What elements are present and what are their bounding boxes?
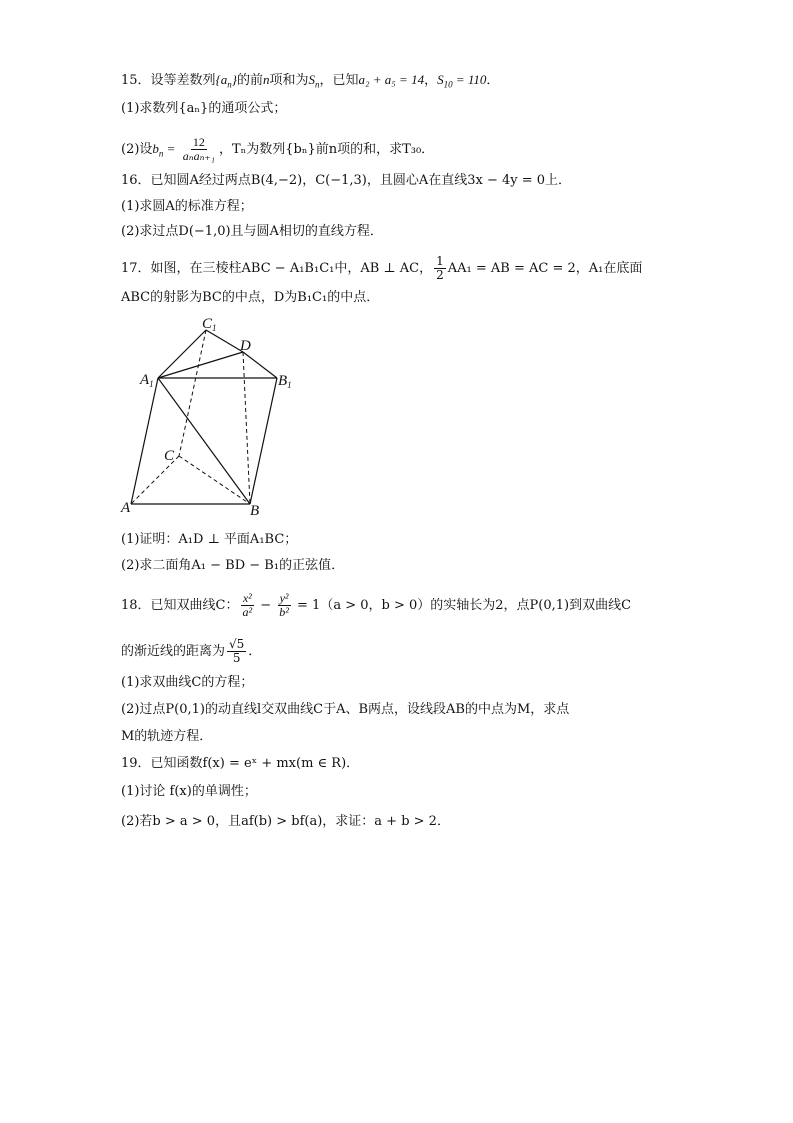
- p15-text-4: ，已知: [319, 73, 359, 88]
- problem-16-q1: (1)求圆A的标准方程；: [121, 199, 253, 214]
- p15-q2-eq: =: [163, 141, 179, 156]
- p15-seq: {a: [215, 72, 228, 87]
- p18-frac-x: [241, 592, 255, 619]
- p18-stem-b: = 1（a > 0，b > 0）的实轴长为2，点P(0,1)到双曲线C: [292, 598, 632, 613]
- p15-S: S: [308, 72, 315, 87]
- p15-end: ．: [486, 73, 500, 88]
- edge-A1B: [158, 378, 250, 504]
- problem-16-stem: 16．已知圆A经过两点B(4,−2)，C(−1,3)，且圆心A在直线3x − 4y = 0上．: [121, 173, 572, 188]
- p17-half-fraction: [434, 255, 446, 282]
- edge-AA1: [131, 378, 158, 504]
- problem-15-stem: [121, 71, 499, 90]
- problem-19-q2: (2)若b > a > 0，且af(b) > bf(a)，求证：a + b > 2．: [121, 814, 450, 829]
- problem-17-q1: (1)证明：A₁D ⊥ 平面A₁BC；: [121, 532, 298, 547]
- p15-S-sub: n: [314, 79, 320, 90]
- edge-BB1: [250, 378, 277, 504]
- problem-19-q1: (1)讨论 f(x)的单调性；: [121, 784, 257, 799]
- p15-cond2-S: S: [437, 72, 444, 87]
- label-A: A: [121, 500, 131, 516]
- problem-18-stem: [121, 592, 631, 619]
- problem-18-q2-line2: M的轨迹方程．: [121, 729, 213, 744]
- label-C: C: [164, 448, 175, 464]
- p18-frac1-bot: a²: [242, 605, 253, 619]
- p18-stem2-b: ．: [248, 644, 262, 659]
- problem-15-q1: (1)求数列{aₙ}的通项公式；: [121, 101, 287, 116]
- edge-DB1: [243, 352, 277, 378]
- p17-frac-bot: 2: [436, 268, 444, 282]
- p15-text-2: 的前: [236, 73, 263, 88]
- p15-cond2-sub: 10: [443, 79, 453, 90]
- p18-frac2-bot: b²: [279, 605, 289, 619]
- p18-minus: −: [256, 598, 276, 613]
- problem-17-stem-line2: ABC的射影为BC的中点，D为B₁C₁的中点．: [121, 290, 380, 305]
- p18-frac3-bot: 5: [232, 651, 241, 665]
- edge-CC1-hidden: [179, 330, 206, 456]
- p15-text-1: 15．设等差数列: [121, 73, 216, 88]
- problem-18-q2: (2)过点P(0,1)的动直线l交双曲线C于A、B两点，设线段AB的中点为M，求点: [121, 702, 570, 717]
- label-A1: $A_1$: [140, 372, 154, 389]
- p15-q2-frac-bot: aₙaₙ₊₁: [182, 149, 215, 163]
- p17-frac-top: 1: [436, 254, 444, 268]
- problem-18-stem-line2: [121, 638, 261, 665]
- p15-seq-close: }: [231, 72, 237, 87]
- edge-C1D: [206, 330, 243, 352]
- p18-stem2-a: 的渐近线的距离为: [121, 644, 226, 659]
- edge-BD-hidden: [243, 352, 250, 504]
- p15-q2-prefix: (2)设: [121, 142, 153, 157]
- p17-stem-a: 17．如图，在三棱柱ABC − A₁B₁C₁中，AB ⊥ AC，: [121, 261, 433, 276]
- label-D: D: [240, 338, 251, 354]
- p15-cond2-rest: = 110: [452, 72, 487, 87]
- problem-16-q2: (2)求过点D(−1,0)且与圆A相切的直线方程．: [121, 224, 383, 239]
- p15-q2-rest: ，Tₙ为数列{bₙ}前n项的和，求T₃₀．: [218, 142, 435, 157]
- prism-figure: [118, 312, 292, 522]
- label-B1: $B_1$: [278, 373, 292, 390]
- p17-stem-b: AA₁ = AB = AC = 2，A₁在底面: [447, 261, 643, 276]
- problem-18-q1: (1)求双曲线C的方程；: [121, 675, 254, 690]
- p15-q2-b: b: [152, 141, 159, 156]
- p18-frac3-top: √5: [229, 637, 245, 651]
- label-B: B: [250, 503, 260, 519]
- p15-sep: ，: [424, 73, 438, 88]
- p18-frac2-top: y²: [279, 591, 289, 605]
- edge-BC-hidden: [179, 456, 250, 504]
- p18-frac1-top: x²: [242, 591, 252, 605]
- p15-cond-1: a₂ + a₅ = 14: [358, 72, 425, 87]
- p18-frac-y: [277, 592, 291, 619]
- label-C1: $C_1$: [202, 316, 217, 333]
- problem-17-stem: [121, 255, 642, 282]
- problem-15-q2: [121, 136, 434, 163]
- problem-17-q2: (2)求二面角A₁ − BD − B₁的正弦值．: [121, 558, 345, 573]
- p15-q2-fraction: [181, 136, 217, 163]
- p15-seq-sub: n: [227, 79, 232, 90]
- p15-q2-frac-top: 12: [192, 135, 205, 149]
- problem-19-stem: 19．已知函数f(x) = eˣ + mx(m ∈ R)．: [121, 756, 360, 771]
- p18-frac-sqrt5: [227, 638, 246, 665]
- p15-n: n: [262, 72, 270, 87]
- p15-text-3: 项和为: [269, 73, 309, 88]
- p15-q2-b-sub: n: [158, 148, 164, 159]
- p18-stem-a: 18．已知双曲线C：: [121, 598, 239, 613]
